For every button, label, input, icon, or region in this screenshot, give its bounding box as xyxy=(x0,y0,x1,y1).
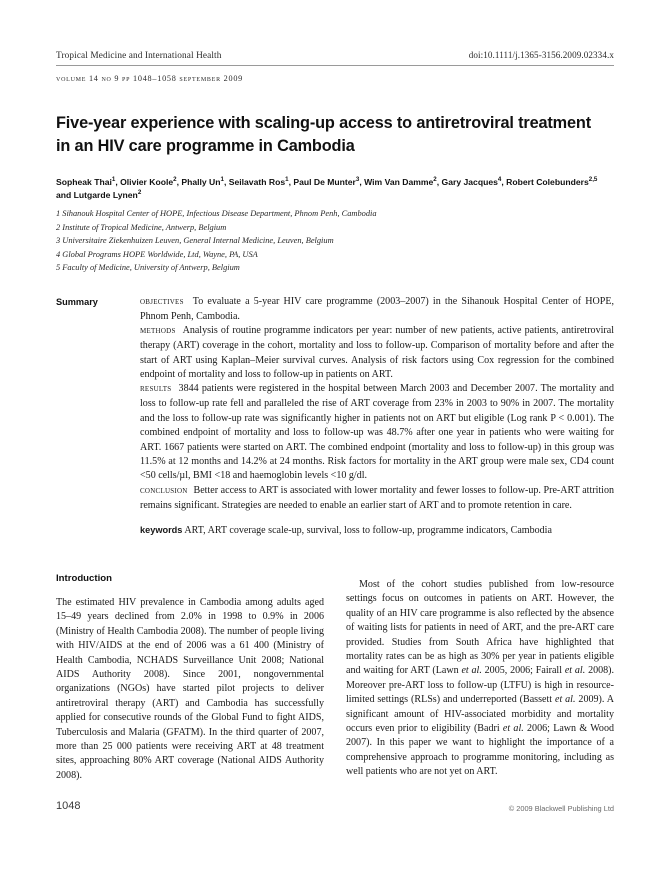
abstract-results-label: results xyxy=(140,383,172,395)
body-column-left xyxy=(56,596,324,783)
affiliation-item: 4 Global Programs HOPE Worldwide, Ltd, Wayne, PA, USA xyxy=(56,249,258,259)
abstract-methods-text: Analysis of routine programme indicators per year: number of new patients, active patients, antiretroviral therapy (ART) coverage in the cohort, mortality and loss to follow-up. Comparison of mortality before and after the start of ART using Kaplan–Meier survival curves. Analysis of risk factors using Cox regression for the combined endpoint of mortality and loss to follow-up in patients on ART. xyxy=(140,325,614,381)
abstract-methods xyxy=(140,324,614,382)
section-heading-introduction: Introduction xyxy=(56,573,112,584)
abstract-objectives xyxy=(140,295,614,324)
copyright-notice: © 2009 Blackwell Publishing Ltd xyxy=(508,804,614,813)
affiliation-list xyxy=(56,207,596,275)
page-number: 1048 xyxy=(56,800,81,812)
article-title: Five-year experience with scaling-up access to antiretroviral treatment in an HIV care programme in Cambodia xyxy=(56,114,591,156)
abstract-conclusion xyxy=(140,484,614,513)
abstract-results xyxy=(140,382,614,483)
author-list: Sopheak Thai$^1$, Olivier Koole$^2$, Phally Un$^1$, Seilavath Ros$^1$, Paul De Munter$^3$, Wim Van Damme$^2$, Gary Jacques$^4$, Robert Colebunders$^{2,5}$ and Lutgarde Lynen$^2$ xyxy=(56,176,598,201)
abstract-objectives-label: objectives xyxy=(140,296,184,307)
journal-name: Tropical Medicine and International Health xyxy=(56,51,222,61)
affiliation-item: 1 Sihanouk Hospital Center of HOPE, Infectious Disease Department, Phnom Penh, Cambodia xyxy=(56,209,377,218)
intro-paragraph-left: The estimated HIV prevalence in Cambodia among adults aged 15–49 years declined from 2.0% in 1998 to 0.9% in 2006 (Ministry of Health Cambodia 2008). The number of people living with HIV/AIDS at the end of 2006 was a 61 400 (Ministry of Health Cambodia, NCHADS Surveillance Unit 2008; National AIDS Authority 2008). Since 2001, nongovernmental organizations (NGOs) have started pilot projects to deliver antiretroviral therapy (ART) and Cambodia has successfully applied for consecutive rounds of the Global Fund to fight AIDS, Tuberculosis and Malaria (GFATM). In the third quarter of 2007, more than 25 000 patients were receiving ART at 48 treatment sites, approaching 80% ART coverage (National AIDS Authority 2008). xyxy=(56,597,324,781)
keywords-label: keywords xyxy=(140,525,183,536)
keywords-text: ART, ART coverage scale-up, survival, loss to follow-up, programme indicators, Cambodia xyxy=(184,525,552,537)
affiliation-item: 2 Institute of Tropical Medicine, Antwerp, Belgium xyxy=(56,222,227,232)
volume-issue-line: volume 14 no 9 pp 1048–1058 september 2009 xyxy=(56,74,244,83)
abstract-conclusion-label: conclusion xyxy=(140,484,188,496)
keywords-line xyxy=(140,524,614,538)
abstract-objectives-text: To evaluate a 5-year HIV care programme (2003–2007) in the Sihanouk Hospital Center of HOPE, Phnom Penh, Cambodia. xyxy=(140,296,614,322)
running-head xyxy=(56,50,614,61)
abstract-conclusion-text: Better access to ART is associated with lower mortality and fewer losses to follow-up. Pre-ART attrition remains significant. Strategies are needed to enable an earlier start of ART and to promote retention in care. xyxy=(140,484,614,511)
affiliation-item: 5 Faculty of Medicine, University of Antwerp, Belgium xyxy=(56,263,240,273)
abstract-methods-label: methods xyxy=(140,325,176,337)
abstract-results-text: 3844 patients were registered in the hospital between March 2003 and December 2007. The mortality and loss to follow-up rate fell and paralleled the rise of ART coverage from 23% in 2003 to 90% in 2007. The mortality and the loss to follow-up rate was significantly higher in patients not on ART but eligible (Log rank P < 0.001). The combined endpoint of mortality and loss to follow-up was 48.7% after one year in patients who were waiting for ART. 1667 patients were started on ART. The combined endpoint (mortality and loss to follow-up) in this group was 11.5% at 12 months and 14.2% at 24 months. Risk factors for mortality in the ART group were male sex, CD4 count <50 cells/µl, BMI <18 and haemoglobin levels <10 g/dl. xyxy=(140,383,614,482)
body-column-right xyxy=(346,578,614,780)
summary-label: Summary xyxy=(56,297,98,307)
affiliation-item: 3 Universitaire Ziekenhuizen Leuven, General Internal Medicine, Leuven, Belgium xyxy=(56,236,334,246)
doi-text: doi:10.1111/j.1365-3156.2009.02334.x xyxy=(468,50,614,60)
abstract-body xyxy=(140,295,614,539)
header-divider xyxy=(56,65,614,66)
intro-paragraph-right: Most of the cohort studies published from low-resource settings focus on outcomes in patients on ART. However, the quality of an HIV care programme is also reflected by the absence of waiting lists for patients in need of ART, and the pre-ART care provided. Studies from South Africa have highlighted that mortality rates can be as high as 30% per year in patients eligible and waiting for ART (Lawn et al. 2005, 2006; Fairall et al. 2008). Moreover pre-ART loss to follow-up (LTFU) is high in resource-limited settings (RLSs) and underreported (Bassett et al. 2009). A significant amount of HIV-associated morbidity and mortality occurs even prior to eligibility (Badri et al. 2006; Lawn & Wood 2007). In this paper we want to highlight the importance of a comprehensive approach to programme monitoring, including as well patients who are not yet on ART. xyxy=(346,579,615,778)
